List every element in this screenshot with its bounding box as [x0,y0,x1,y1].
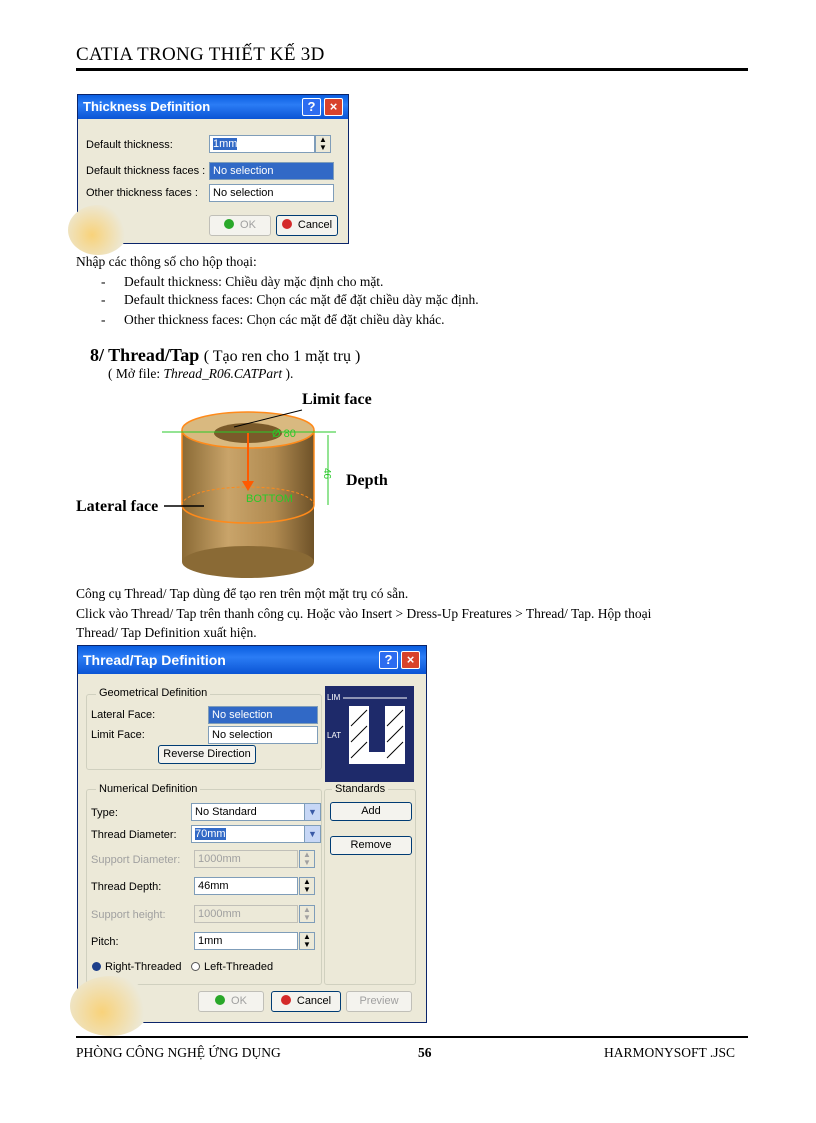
cancel-red-icon [281,995,291,1005]
bottom-text: BOTTOM [246,493,293,505]
ok-label: OK [231,995,247,1007]
page-header-title: CATIA TRONG THIẾT KẾ 3D [76,44,325,65]
default-thickness-value: 1mm [213,138,238,150]
pitch-label: Pitch: [91,936,119,948]
ok-button[interactable] [198,991,264,1012]
preview-lim-label: LIM [327,693,341,702]
section-subtitle: ( Tạo ren cho 1 mặt trụ ) [203,348,361,365]
ok-green-icon [215,995,225,1005]
type-label: Type: [91,807,118,819]
geometrical-definition-title: Geometrical Definition [96,687,210,699]
type-dropdown-icon[interactable]: ▼ [304,803,321,821]
help-icon[interactable]: ? [379,651,398,669]
right-threaded-radio[interactable] [92,961,181,973]
dialog-decoration [68,205,128,255]
lateral-face-input[interactable]: No selection [208,706,318,724]
bullet-3: Other thickness faces: Chọn các mặt để đặt chiều dày khác. [124,312,445,327]
cancel-red-icon [282,219,292,229]
dim-depth: 46 [321,468,332,480]
section-number-title: 8/ Thread/Tap [90,345,200,365]
intro-lead: Nhập các thông số cho hộp thoại: [76,254,257,269]
support-height-input[interactable]: 1000mm [194,905,298,923]
cancel-button[interactable] [271,991,341,1012]
cancel-button[interactable] [276,215,338,236]
ok-button[interactable] [209,215,271,236]
default-thickness-input[interactable] [209,135,315,153]
other-faces-label: Other thickness faces : [86,187,198,199]
body-line-2: Click vào Thread/ Tap trên thanh công cụ. Hoặc vào Insert > Dress-Up Freatures > Thread/ Tap. Hộp thoại [76,606,652,621]
thread-depth-input[interactable]: 46mm [194,877,298,895]
reverse-direction-button[interactable]: Reverse Direction [158,745,256,764]
cylinder-bottom [182,546,314,578]
dash-2: - [101,292,106,307]
preview-lat-label: LAT [327,731,342,740]
dim-diameter: Ø 80 [272,428,296,440]
support-height-label: Support height: [91,909,166,921]
file-name: Thread_R06.CATPart [163,366,283,381]
limit-face-label: Limit Face: [91,729,145,741]
page-number: 56 [418,1045,432,1060]
dash-1: - [101,274,106,289]
limit-face-label: Limit face [302,391,372,408]
footer-right: HARMONYSOFT .JSC [604,1045,736,1060]
thread-dialog-title: Thread/Tap Definition [78,646,426,674]
thread-tap-dialog [77,645,427,1023]
preview-button[interactable]: Preview [346,991,412,1012]
right-threaded-label: Right-Threaded [105,961,182,973]
dash-3: - [101,312,106,327]
thread-depth-spinner[interactable]: ▲ ▼ [299,877,315,895]
cancel-label: Cancel [296,995,332,1007]
remove-button[interactable]: Remove [330,836,412,855]
pitch-spinner[interactable]: ▲ ▼ [299,932,315,950]
footer-rule [76,1036,748,1038]
default-thickness-spinner[interactable]: ▲ ▼ [315,135,331,153]
support-diameter-spinner[interactable]: ▲ ▼ [299,850,315,868]
body-line-1: Công cụ Thread/ Tap dùng để tạo ren trên một mặt trụ có sẵn. [76,586,409,601]
dialog-decoration [70,976,150,1036]
depth-label: Depth [346,472,388,489]
thread-preview-image [325,686,414,782]
thread-diameter-label: Thread Diameter: [91,829,177,841]
header-rule [76,68,748,71]
bullet-1: Default thickness: Chiều dày mặc định cho mặt. [124,274,384,289]
cancel-label: Cancel [297,219,333,231]
ok-label: OK [240,219,256,231]
support-diameter-input[interactable]: 1000mm [194,850,298,868]
thread-diameter-select[interactable] [191,825,305,843]
other-faces-input[interactable]: No selection [209,184,334,202]
standards-title: Standards [332,783,388,795]
thread-cylinder-figure [76,385,406,580]
dialog-title: Thickness Definition [78,95,348,119]
close-icon[interactable]: × [324,98,343,116]
add-button[interactable]: Add [330,802,412,821]
default-faces-label: Default thickness faces : [86,165,206,177]
preview-hole [369,706,385,752]
support-diameter-label: Support Diameter: [91,854,181,866]
numerical-definition-title: Numerical Definition [96,783,200,795]
thread-depth-label: Thread Depth: [91,881,162,893]
limit-face-input[interactable]: No selection [208,726,318,744]
left-threaded-label: Left-Threaded [204,961,274,973]
body-line-3: Thread/ Tap Definition xuất hiện. [76,625,257,640]
radio-selected-icon [92,962,101,971]
lateral-face-label: Lateral Face: [91,709,156,721]
file-prefix: ( Mở file: [108,366,161,381]
support-height-spinner[interactable]: ▲ ▼ [299,905,315,923]
radio-empty-icon [191,962,200,971]
default-faces-input[interactable]: No selection [209,162,334,180]
section-title [90,345,360,366]
close-icon[interactable]: × [401,651,420,669]
lateral-face-label: Lateral face [76,498,159,515]
thread-diameter-value: 70mm [195,828,226,840]
ok-green-icon [224,219,234,229]
left-threaded-radio[interactable] [191,961,273,973]
file-suffix: ). [285,366,294,381]
diameter-dropdown-icon[interactable]: ▼ [304,825,321,843]
bullet-2: Default thickness faces: Chọn các mặt để đặt chiều dày mặc định. [124,292,479,307]
type-select[interactable]: No Standard [191,803,305,821]
pitch-input[interactable]: 1mm [194,932,298,950]
thickness-definition-dialog [77,94,349,244]
default-thickness-label: Default thickness: [86,139,173,151]
section-file [108,366,293,382]
help-icon[interactable]: ? [302,98,321,116]
footer-left: PHÒNG CÔNG NGHỆ ỨNG DỤNG [76,1045,281,1060]
